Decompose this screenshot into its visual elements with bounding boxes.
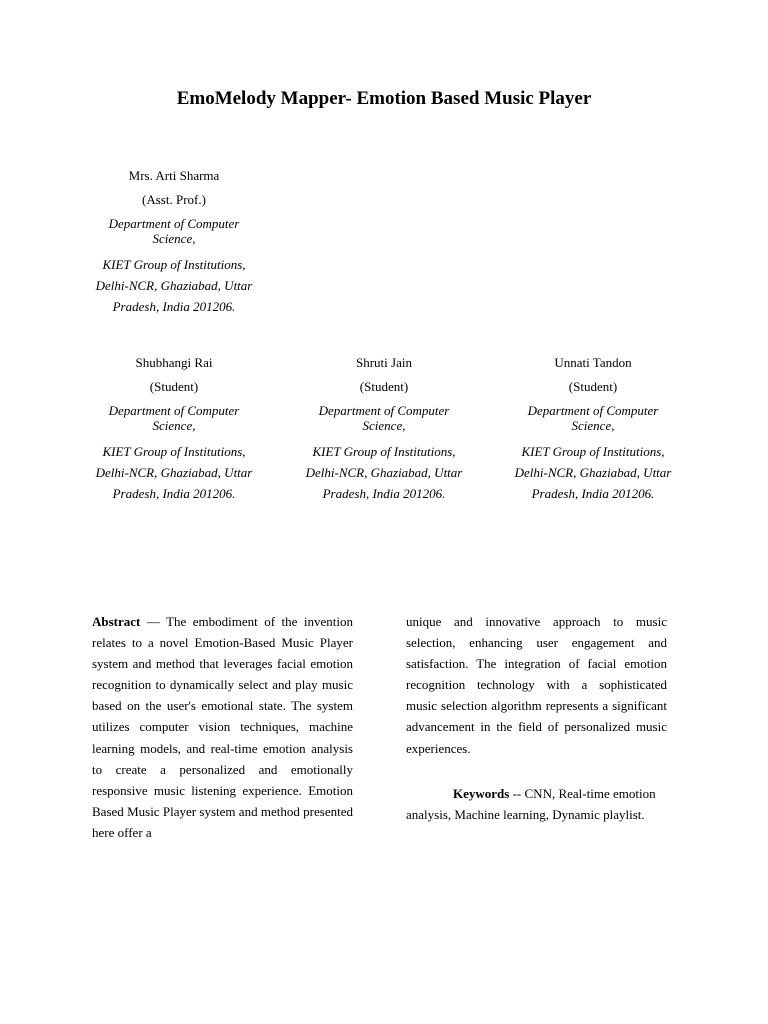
keywords-label: Keywords [453,785,510,801]
author-role: (Student) [568,379,618,394]
abstract-column-right [406,611,667,825]
paper-title: EmoMelody Mapper- Emotion Based Music Player [176,88,592,109]
author-institution: KIET Group of Institutions, Delhi-NCR, Ghaziabad, Uttar Pradesh, India 201206. [95,444,253,501]
author-name: Mrs. Arti Sharma [128,168,220,183]
abstract-separator: — [140,614,167,629]
author-role: (Asst. Prof.) [142,192,206,207]
author-institution: KIET Group of Institutions, Delhi-NCR, Ghaziabad, Uttar Pradesh, India 201206. [95,257,253,314]
author-department: Department of Computer Science, [108,216,240,246]
author-department: Department of Computer Science, [108,403,240,433]
author-block-arti-sharma [86,168,262,326]
keywords-paragraph [406,783,667,825]
author-department: Department of Computer Science, [527,403,659,433]
author-role: (Student) [149,379,199,394]
abstract-column-left [92,611,353,843]
author-department: Department of Computer Science, [318,403,450,433]
abstract-label: Abstract [92,614,141,629]
author-institution: KIET Group of Institutions, Delhi-NCR, Ghaziabad, Uttar Pradesh, India 201206. [305,444,463,501]
author-block-shubhangi-rai [86,355,262,513]
author-role: (Student) [359,379,409,394]
abstract-text-right: unique and innovative approach to music selection, enhancing user engagement and satisfaction. The integration of facial emotion recognition technology with a sophisticated music selection algorithm represents a significant advancement in the field of personalized music experiences. [406,614,667,756]
author-name: Unnati Tandon [554,355,632,370]
author-block-shruti-jain [296,355,472,513]
author-name: Shruti Jain [356,355,412,370]
keywords-separator: -- [509,785,525,801]
abstract-text-left: The embodiment of the invention relates to a novel Emotion-Based Music Player system and method that leverages facial emotion recognition to dynamically select and play music based on the user's emotional state. The system utilizes computer vision techniques, machine learning models, and real-time emotion analysis to create a personalized and emotionally responsive music listening experience. Emotion Based Music Player system and method presented here offer a [92,614,354,840]
keywords-text: CNN, Real-time emotion analysis, Machine learning, Dynamic playlist. [406,785,656,822]
author-institution: KIET Group of Institutions, Delhi-NCR, Ghaziabad, Uttar Pradesh, India 201206. [514,444,672,501]
author-name: Shubhangi Rai [135,355,213,370]
author-block-unnati-tandon [505,355,681,513]
